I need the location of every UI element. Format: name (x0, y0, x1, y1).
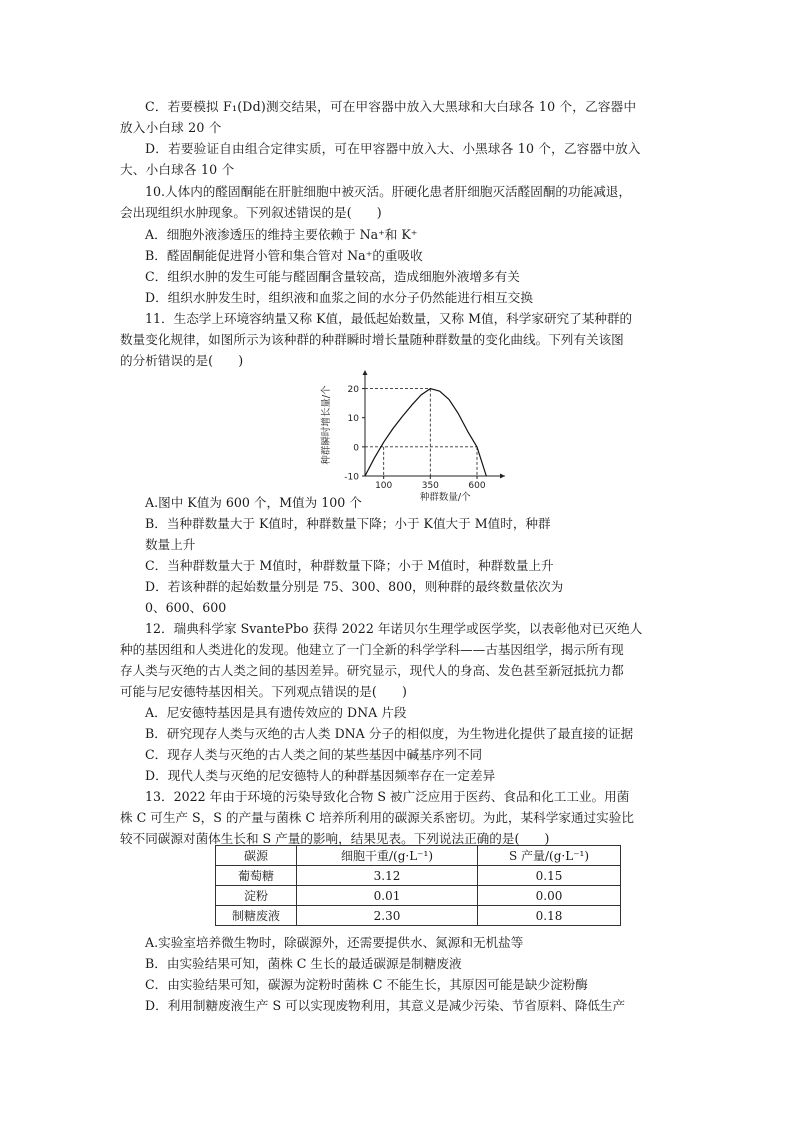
table-cell: 0.15 (478, 866, 621, 886)
table-header: 碳源 (216, 846, 297, 866)
q10-option-b: B．醛固酮能促进肾小管和集合管对 Na⁺的重吸收 (145, 248, 423, 263)
q13-option-b: B．由实验结果可知，菌株 C 生长的最适碳源是制糖废液 (145, 956, 462, 971)
y-tick-label: 20 (347, 385, 359, 396)
q13-option-a: A.实验室培养微生物时，除碳源外，还需要提供水、氮源和无机盐等 (145, 935, 524, 950)
q12-stem-line3: 存人类与灭绝的古人类之间的基因差异。研究显示，现代人的身高、发色甚至新冠抵抗力都 (120, 663, 624, 678)
q11-option-d-line1: D．若该种群的起始数量分别是 75、300、800，则种群的最终数量依次为 (145, 579, 564, 594)
q10-option-a: A．细胞外液渗透压的维持主要依赖于 Na⁺和 K⁺ (145, 227, 418, 242)
q10-stem-line1: 10.人体内的醛固酮能在肝脏细胞中被灭活。肝硬化患者肝细胞灭活醛固酮的功能减退， (145, 184, 631, 199)
table-header: 细胞干重/(g·L⁻¹) (297, 846, 478, 866)
carbon-source-table (215, 845, 621, 926)
q10-stem-line2: 会出现组织水肿现象。下列叙述错误的是( ) (120, 205, 382, 220)
x-axis-arrow (500, 474, 505, 479)
table-cell: 葡萄糖 (216, 866, 297, 886)
table-cell: 淀粉 (216, 886, 297, 906)
q11-option-b-line1: B．当种群数量大于 K值时，种群数量下降；小于 K值大于 M值时，种群 (145, 516, 551, 531)
q11-option-a: A.图中 K值为 600 个，M值为 100 个 (145, 495, 362, 510)
q12-option-b: B．研究现存人类与灭绝的古人类 DNA 分子的相似度，为生物进化提供了最直接的证据 (145, 726, 634, 741)
growth-curve (365, 389, 486, 476)
q12-option-a: A．尼安德特基因是具有遗传效应的 DNA 片段 (145, 705, 407, 720)
table-cell: 制糖废液 (216, 906, 297, 926)
x-tick-label: 600 (468, 481, 486, 491)
q10-option-d: D．组织水肿发生时，组织液和血浆之间的水分子仍然能进行相互交换 (145, 290, 533, 305)
y-tick-label: 10 (347, 414, 359, 425)
q12-stem-line1: 12．瑞典科学家 SvantePbo 获得 2022 年诺贝尔生理学或医学奖，以表彰他对已灭绝人 (145, 621, 643, 636)
q10-option-c: C．组织水肿的发生可能与醛固酮含量较高，造成细胞外液增多有关 (145, 269, 520, 284)
q12-stem-line2: 种的基因组和人类进化的发现。他建立了一门全新的科学学科——古基因组学，揭示所有现 (120, 642, 624, 657)
y-axis-arrow (363, 370, 368, 375)
x-tick-label: 350 (421, 481, 439, 491)
q9-option-c-line2: 放入小白球 20 个 (120, 120, 222, 135)
q9-option-d-line1: D．若要验证自由组合定律实质，可在甲容器中放入大、小黑球各 10 个，乙容器中放入 (145, 141, 641, 156)
q9-option-d-line2: 大、小白球各 10 个 (120, 162, 235, 177)
q11-stem-line3: 的分析错误的是( ) (120, 353, 244, 368)
y-axis-label: 种群瞬时增长量/个 (321, 385, 332, 465)
table-row (216, 886, 621, 906)
q13-stem-line2: 株 C 可生产 S，S 的产量与菌株 C 培养所利用的碳源关系密切。为此，某科学家通过实验比 (120, 810, 634, 825)
q13-stem-line3: 较不同碳源对菌体生长和 S 产量的影响，结果见表。下列说法正确的是( ) (120, 831, 550, 846)
table-cell: 0.00 (478, 886, 621, 906)
q11-option-d-line2: 0、600、600 (145, 600, 227, 615)
y-tick-label: 0 (353, 443, 359, 454)
q12-option-d: D．现代人类与灭绝的尼安德特人的种群基因频率存在一定差异 (145, 768, 496, 783)
growth-rate-chart (315, 368, 515, 503)
q13-option-c: C．由实验结果可知，碳源为淀粉时菌株 C 不能生长，其原因可能是缺少淀粉酶 (145, 977, 588, 992)
q13-stem-line1: 13．2022 年由于环境的污染导致化合物 S 被广泛应用于医药、食品和化工工业。用菌 (145, 789, 630, 804)
q12-stem-line4: 可能与尼安德特基因相关。下列观点错误的是( ) (120, 684, 407, 699)
table-cell: 2.30 (297, 906, 478, 926)
q13-option-d: D．利用制糖废液生产 S 可以实现废物利用，其意义是减少污染、节省原料、降低生产 (145, 998, 626, 1013)
y-tick-label: -10 (344, 472, 359, 483)
q12-option-c: C．现存人类与灭绝的古人类之间的某些基因中碱基序列不同 (145, 747, 483, 762)
table-cell: 3.12 (297, 866, 478, 886)
table-cell: 0.18 (478, 906, 621, 926)
table-header-row (216, 846, 621, 866)
table-cell: 0.01 (297, 886, 478, 906)
q11-option-c: C．当种群数量大于 M值时，种群数量下降；小于 M值时，种群数量上升 (145, 558, 554, 573)
table-row (216, 906, 621, 926)
x-axis-label: 种群数量/个 (419, 492, 471, 503)
x-tick-label: 100 (375, 481, 393, 491)
q11-stem-line1: 11．生态学上环境容纳量又称 K值，最低起始数量，又称 M值，科学家研究了某种群的 (145, 311, 633, 326)
table-row (216, 866, 621, 886)
q9-option-c-line1: C．若要模拟 F₁(Dd)测交结果，可在甲容器中放入大黑球和大白球各 10 个，乙容器中 (145, 99, 637, 114)
q11-option-b-line2: 数量上升 (145, 537, 196, 552)
q11-stem-line2: 数量变化规律，如图所示为该种群的种群瞬时增长量随种群数量的变化曲线。下列有关该图 (120, 332, 624, 347)
table-header: S 产量/(g·L⁻¹) (478, 846, 621, 866)
